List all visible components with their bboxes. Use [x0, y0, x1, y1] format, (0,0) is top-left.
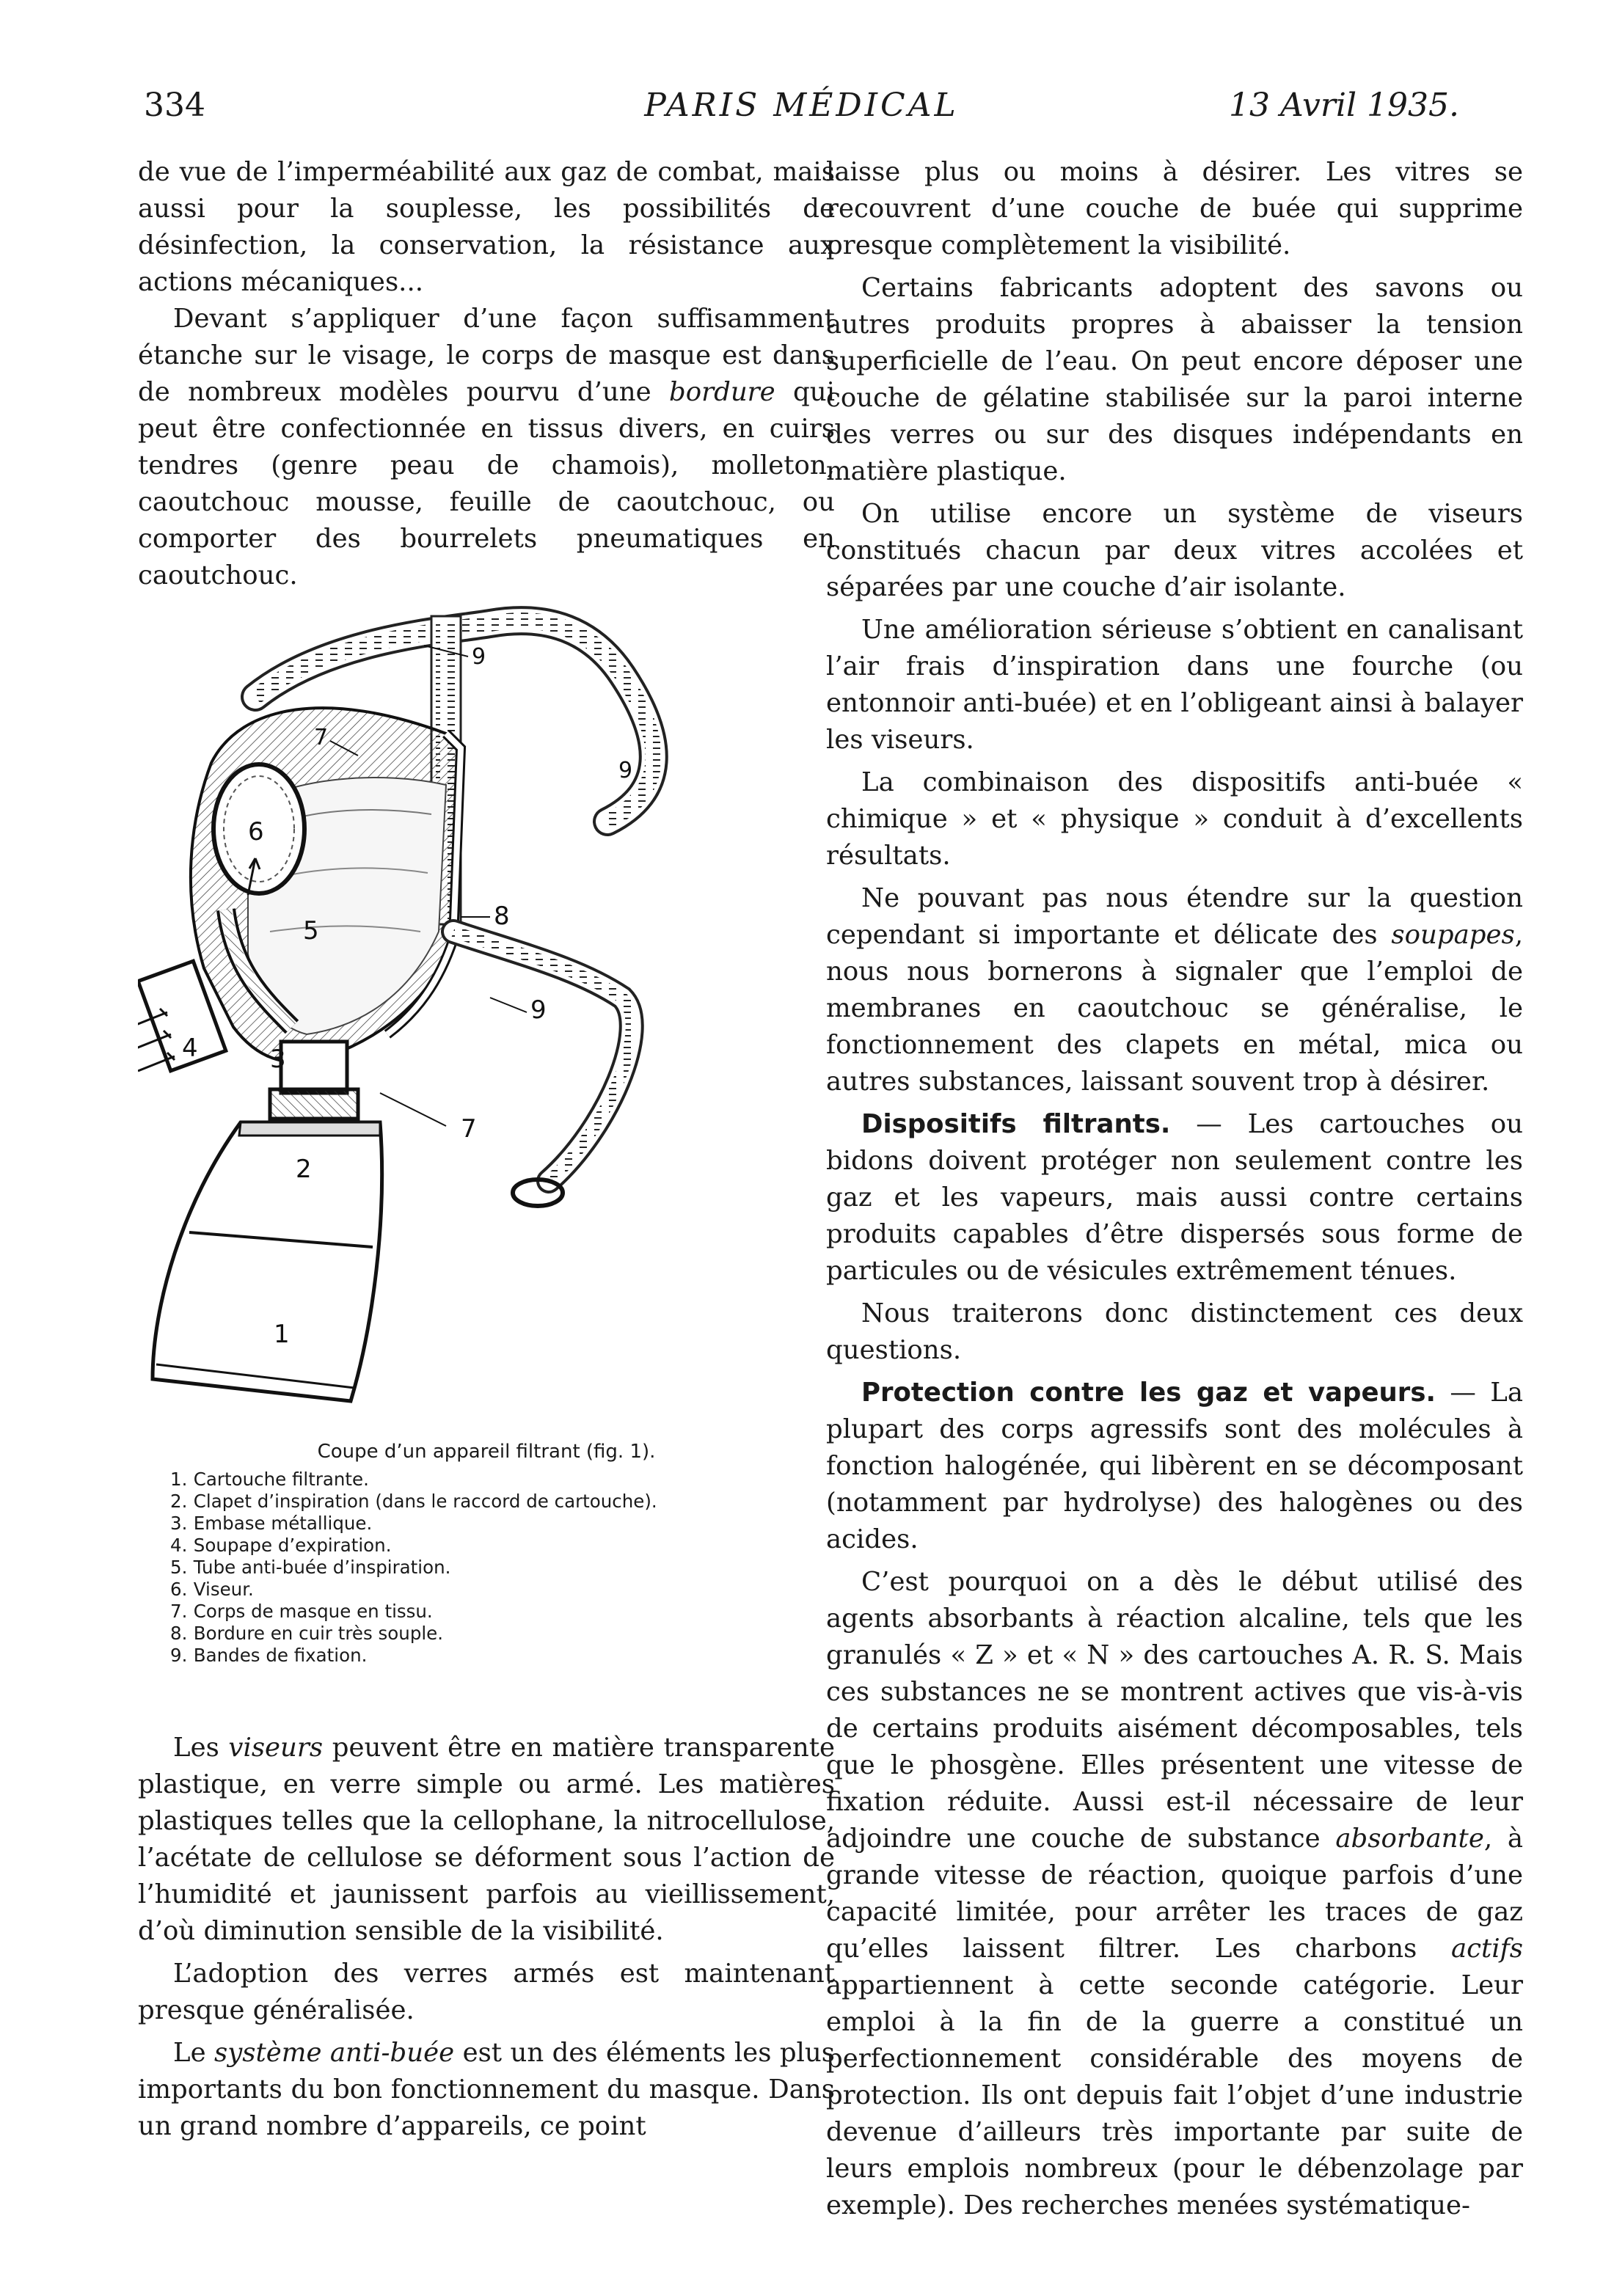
section-paragraph: Protection contre les gaz et vapeurs. — La plupart des corps agressifs sont des molécules à fonction halogénée, qui libèrent en se décomposant (notamment par hydrolyse) des halogènes ou des acides. [826, 1378, 1523, 1554]
journal-title: PARIS MÉDICAL [644, 87, 959, 124]
paragraph: Le système anti-buée est un des éléments les plus importants du bon fonctionnement du masque. Dans un grand nombre d’appareils, ce point [138, 2038, 835, 2141]
paragraph: Devant s’appliquer d’une façon suffisamment étanche sur le visage, le corps de masque est dans de nombreux modèles pourvu d’une bordure qui peut être confectionnée en tissus divers, en cuirs tendres (genre peau de chamois), molleton, caoutchouc mousse, feuille de caoutchouc, ou comporter des bourrelets pneumatiques en caoutchouc. [138, 304, 835, 591]
paragraph: Les viseurs peuvent être en matière transparente plastique, en verre simple ou armé. Les matières plastiques telles que la cellophane, la nitrocellulose, l’acétate de cellulose se déforment sous l’action de l’humidité et jaunissent parfois au vieillissement, d’où diminution sensible de la visibilité. [138, 1733, 835, 1946]
lower-strap [453, 932, 632, 1206]
legend-item: 3. Embase métallique. [170, 1513, 373, 1534]
figure-caption: Coupe d’un appareil filtrant (fig. 1). [317, 1441, 656, 1463]
left-column-bottom [138, 1730, 835, 2145]
paragraph: laisse plus ou moins à désirer. Les vitres se recouvrent d’une couche de buée qui supprime presque complètement la visibilité. [826, 157, 1523, 260]
legend-item: 6. Viseur. [170, 1579, 254, 1600]
callout-2: 2 [296, 1155, 312, 1184]
callout-6: 6 [248, 817, 264, 847]
gas-mask-figure [138, 587, 835, 1416]
page-number: 334 [144, 87, 205, 124]
legend-item: 2. Clapet d’inspiration (dans le raccord de cartouche). [170, 1491, 657, 1512]
paragraph: L’adoption des verres armés est maintenant presque généralisée. [138, 1959, 835, 2025]
callout-8: 8 [494, 902, 510, 931]
legend-item: 1. Cartouche filtrante. [170, 1469, 369, 1490]
section-paragraph: Dispositifs filtrants. — Les cartouches ou bidons doivent protéger non seulement contre les gaz et les vapeurs, mais aussi contre certains produits capables d’être dispersés sous forme de particules ou de vésicules extrêmement ténues. [826, 1109, 1523, 1286]
legend-item: 8. Bordure en cuir très souple. [170, 1623, 444, 1644]
callout-4: 4 [182, 1034, 198, 1063]
legend-item: 5. Tube anti-buée d’inspiration. [170, 1557, 451, 1578]
section-heading: Dispositifs filtrants. [861, 1109, 1171, 1139]
paragraph: La combinaison des dispositifs anti-buée « chimique » et « physique » conduit à d’excellents résultats. [826, 767, 1523, 871]
callout-1: 1 [274, 1320, 290, 1349]
cartridge-connector [281, 1042, 347, 1093]
paragraph: Une amélioration sérieuse s’obtient en canalisant l’air frais d’inspiration dans une fourche (ou entonnoir anti-buée) et en l’obligeant ainsi à balayer les viseurs. [826, 615, 1523, 755]
paragraph: de vue de l’imperméabilité aux gaz de combat, mais aussi pour la souplesse, les possibilités de désinfection, la conservation, la résistance aux actions mécaniques... [138, 157, 835, 297]
svg-text:9: 9 [472, 644, 486, 670]
callout-9: 9 [530, 995, 547, 1025]
svg-text:9: 9 [618, 758, 633, 783]
issue-date: 13 Avril 1935. [1229, 87, 1459, 124]
figure-legend [170, 1469, 830, 1667]
legend-item: 4. Soupape d’expiration. [170, 1535, 392, 1556]
filter-cartridge [153, 1122, 382, 1401]
legend-item: 9. Bandes de fixation. [170, 1645, 368, 1666]
paragraph: Ne pouvant pas nous étendre sur la question cependant si importante et délicate des soupapes, nous nous bornerons à signaler que l’emploi de membranes en caoutchouc se généralise, le fonctionnement des clapets en métal, mica ou autres substances, laissant souvent trop à désirer. [826, 883, 1523, 1097]
paragraph: C’est pourquoi on a dès le début utilisé des agents absorbants à réaction alcaline, tels que les granulés « Z » et « N » des cartouches A. R. S. Mais ces substances ne se montrent actives que vis-à-vis de certains produits aisément décomposables, tels que le phosgène. Elles présentent une vitesse de fixation réduite. Aussi est-il nécessaire de leur adjoindre une couche de substance absorbante, à grande vitesse de réaction, quoique parfois d’une capacité limitée, pour arrêter les traces de gaz qu’elles laissent filtrer. Les charbons actifs appartiennent à cette seconde catégorie. Leur emploi à la fin de la guerre a constitué un perfectionnement considérable des moyens de protection. Ils ont depuis fait l’objet d’une industrie devenue d’ailleurs très importante par suite de leurs emplois nombreux (pour le débenzolage par exemple). Des recherches menées systématique- [826, 1567, 1523, 2220]
section-heading: Protection contre les gaz et vapeurs. [861, 1378, 1436, 1408]
paragraph: Nous traiterons donc distinctement ces deux questions. [826, 1298, 1523, 1365]
right-column [826, 154, 1523, 2224]
running-header [0, 87, 1603, 138]
callout-3: 3 [270, 1045, 286, 1074]
legend-item: 7. Corps de masque en tissu. [170, 1601, 433, 1622]
paragraph: On utilise encore un système de viseurs constitués chacun par deux vitres accolées et séparées par une couche d’air isolante. [826, 499, 1523, 602]
left-column-top [138, 154, 835, 594]
paragraph: Certains fabricants adoptent des savons ou autres produits propres à abaisser la tension superficielle de l’eau. On peut encore déposer une couche de gélatine stabilisée sur la paroi interne des verres ou sur des disques indépendants en matière plastique. [826, 273, 1523, 486]
svg-text:7: 7 [314, 725, 329, 750]
callout-7: 7 [461, 1114, 477, 1144]
callout-5: 5 [303, 916, 319, 946]
